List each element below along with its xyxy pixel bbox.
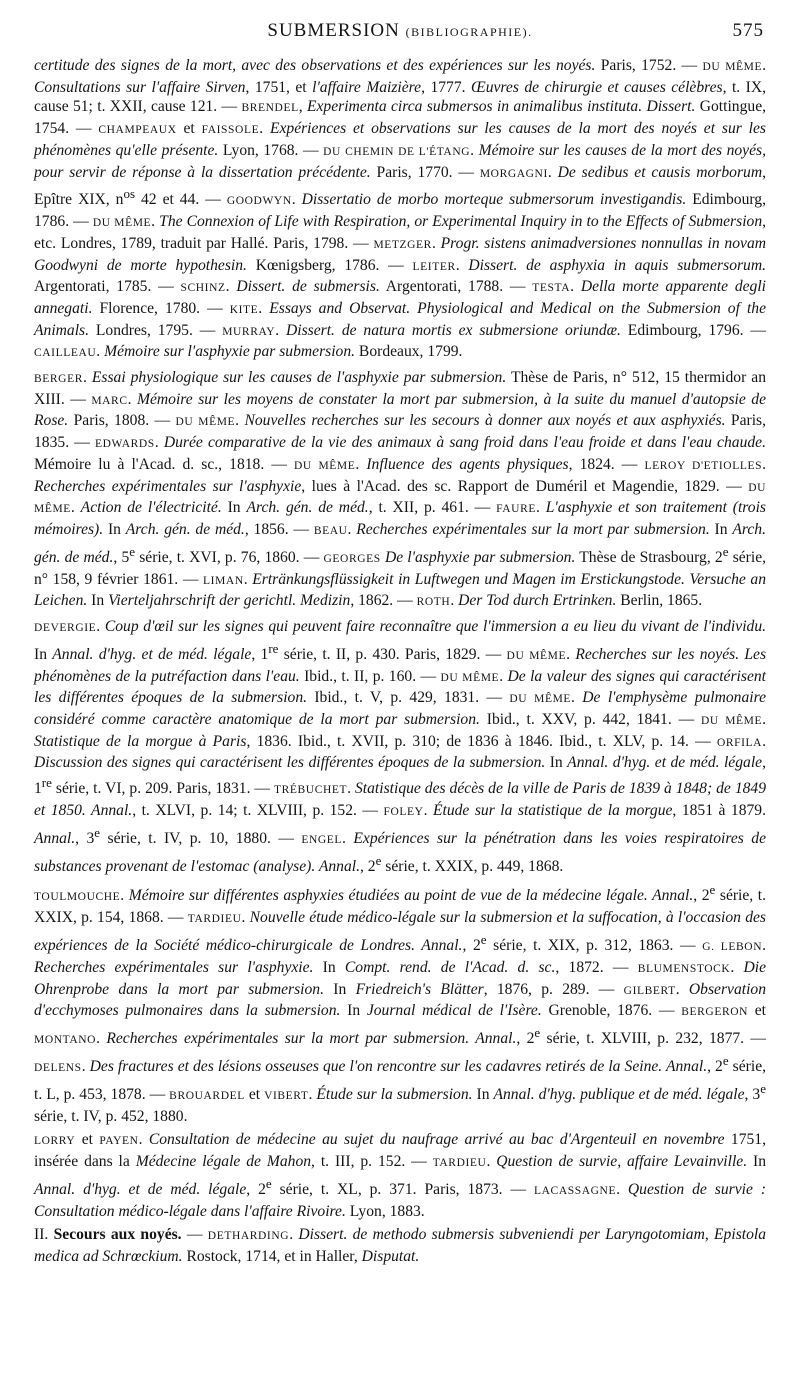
bibliography-paragraph: TOULMOUCHE. Mémoire sur différentes asphyxies étudiées au point de vue de la médecine légale. Annal., 2e série, t. XXIX, p. 154, 1868. — TARDIEU. Nouvelle étude médico-légale sur la submersion et la suffocation, à l'occasion des expériences de la Société médico-chirurgicale de Londres. Annal., 2e série, t. XIX, p. 312, 1863. — G. LEBON. Recherches expérimentales sur l'asphyxie. In Compt. rend. de l'Acad. d. sc., 1872. — BLUMENSTOCK. Die Ohrenprobe dans la mort par submersion. In Friedreich's Blätter, 1876, p. 289. — GILBERT. Observation d'ecchymoses pulmonaires dans la submersion. In Journal médical de l'Isère. Grenoble, 1876. — BERGERON et MONTANO. Recherches expérimentales sur la mort par submersion. Annal., 2e série, t. XLVIII, p. 232, 1877. — DELENS. Des fractures et des lésions osseuses que l'on rencontre sur les cadavres retirés de la Seine. Annal., 2e série, t. L, p. 453, 1878. — BROUARDEL et VIBERT. Étude sur la submersion. In Annal. d'hyg. publique et de méd. légale, 3e série, t. IV, p. 452, 1880. (34, 882, 767, 1125)
bibliography-paragraph: DEVERGIE. Coup d'œil sur les signes qui peuvent faire reconnaître que l'immersion a eu lieu du vivant de l'individu. In Annal. d'hyg. et de méd. légale, 1re série, t. II, p. 430. Paris, 1829. — DU MÊME. Recherches sur les noyés. Les phénomènes de la putréfaction dans l'eau. Ibid., t. II, p. 160. — DU MÊME. De la valeur des signes qui caractérisent les différentes époques de la submersion. Ibid., t. V, p. 429, 1831. — DU MÊME. De l'emphysème pulmonaire considéré comme caractère anatomique de la mort par submersion. Ibid., t. XXV, p. 442, 1841. — DU MÊME. Statistique de la morgue à Paris, 1836. Ibid., t. XVII, p. 310; de 1836 à 1846. Ibid., t. XLV, p. 14. — ORFILA. Discussion des signes qui caractérisent les différentes époques de la submersion. In Annal. d'hyg. et de méd. légale, 1re série, t. VI, p. 209. Paris, 1831. — TRÉBUCHET. Statistique des décès de la ville de Paris de 1839 à 1848; de 1849 et 1850. Annal., t. XLVI, p. 14; t. XLVIII, p. 152. — FOLEY. Étude sur la statistique de la morgue, 1851 à 1879. Annal., 3e série, t. IV, p. 10, 1880. — ENGEL. Expériences sur la pénétration dans les voies respiratoires de substances provenant de l'estomac (analyse). Annal., 2e série, t. XXIX, p. 449, 1868. (34, 617, 767, 875)
running-subtitle: (BIBLIOGRAPHIE). (405, 25, 533, 39)
bibliography-paragraph: LORRY et PAYEN. Consultation de médecine au sujet du naufrage arrivé au bac d'Argenteuil en novembre 1751, insérée dans la Médecine légale de Mahon, t. III, p. 152. — TARDIEU. Question de survie, affaire Levainville. In Annal. d'hyg. et de méd. légale, 2e série, t. XL, p. 371. Paris, 1873. — LACASSAGNE. Question de survie : Consultation médico-légale dans l'affaire Rivoire. Lyon, 1883. (34, 1131, 767, 1220)
running-title: SUBMERSION (267, 20, 400, 41)
running-header (34, 12, 766, 50)
bibliography-paragraph: certitude des signes de la mort, avec des observations et des expériences sur les noyés. Paris, 1752. — DU MÊME. Consultations sur l'affaire Sirven, 1751, et l'affaire Maizière, 1777. Œuvres de chirurgie et causes célèbres, t. IX, cause 51; t. XXII, cause 121. — BRENDEL, Experimenta circa submersos in animalibus instituta. Dissert. Gottingue, 1754. — CHAMPEAUX et FAISSOLE. Expériences et observations sur les causes de la mort des noyés et sur les phénomènes qu'elle présente. Lyon, 1768. — DU CHEMIN DE L'ÉTANG. Mémoire sur les causes de la mort des noyés, pour servir de réponse à la dissertation précédente. Paris, 1770. — MORGAGNI. De sedibus et causis morborum, Epître XIX, $n^{os}$ 42 et 44. — GOODWYN. Dissertatio de morbo morteque submersorum investigandis. Edimbourg, 1786. — DU MÊME. The Connexion of Life with Respiration, or Experimental Inquiry in to the Effects of Submersion, etc. Londres, 1789, traduit par Hallé. Paris, 1798. — METZGER. Progr. sistens animadversiones nonnullas in novam Goodwyni de morte hypothesin. Kœnigsberg, 1786. — LEITER. Dissert. de asphyxia in aquis submersorum. Argentorati, 1785. — SCHINZ. Dissert. de submersis. Argentorati, 1788. — TESTA. Della morte apparente degli annegati. Florence, 1780. — KITE. Essays and Observat. Physiological and Medical on the Submersion of the Animals. Londres, 1795. — MURRAY. Dissert. de natura mortis ex submersione oriundæ. Edimbourg, 1796. — CAILLEAU. Mémoire sur l'asphyxie par submersion. Bordeaux, 1799. (34, 57, 767, 361)
bibliography-paragraph: BERGER. Essai physiologique sur les causes de l'asphyxie par submersion. Thèse de Paris, n° 512, 15 thermidor an XIII. — MARC. Mémoire sur les moyens de constater la mort par submersion, à la suite du manuel d'autopsie de Rose. Paris, 1808. — DU MÊME. Nouvelles recherches sur les secours à donner aux noyés et aux asphyxiés. Paris, 1835. — EDWARDS. Durée comparative de la vie des animaux à sang froid dans l'eau froide et dans l'eau chaude. Mémoire lu à l'Acad. d. sc., 1818. — DU MÊME. Influence des agents physiques, 1824. — LEROY D'ETIOLLES. Recherches expérimentales sur l'asphyxie, lues à l'Acad. des sc. Rapport de Duméril et Magendie, 1829. — DU MÊME. Action de l'électricité. In Arch. gén. de méd., t. XII, p. 461. — FAURE. L'asphyxie et son traitement (trois mémoires). In Arch. gén. de méd., 1856. — BEAU. Recherches expérimentales sur la mort par submersion. In Arch. gén. de méd., 5e série, t. XVI, p. 76, 1860. — GEORGES De l'asphyxie par submersion. Thèse de Strasbourg, 2e série, n° 158, 9 février 1861. — LIMAN. Ertränkungsflüssigkeit in Luftwegen und Magen im Erstickungstode. Versuche an Leichen. In Vierteljahrschrift der gerichtl. Medizin, 1862. — ROTH. Der Tod durch Ertrinken. Berlin, 1865. (34, 369, 767, 610)
bibliography-body (34, 56, 766, 1267)
section-heading-paragraph: II. Secours aux noyés. — DETHARDING. Dissert. de methodo submersis subveniendi per Laryngotomiam, Epistola medica ad Schrœckium. Rostock, 1714, et in Haller, Disputat. (34, 1226, 767, 1266)
page-number: 575 (732, 20, 764, 41)
